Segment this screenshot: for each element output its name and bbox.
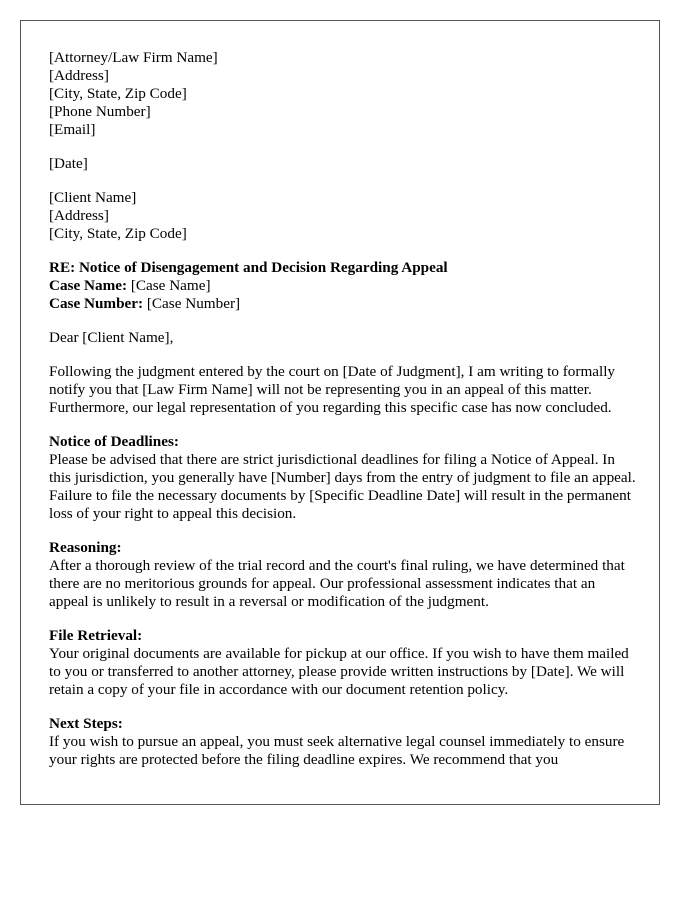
section-body: Your original documents are available for pickup at our office. If you wish to have them mailed to you or transferred to another attorney, please provide written instructions by [Date]. We will retain a copy of your file in accordance with our document retention policy. [49, 645, 629, 698]
section-file-retrieval [49, 627, 637, 699]
letter-content [49, 49, 637, 785]
section-deadlines [49, 433, 637, 523]
case-number-value: [Case Number] [143, 295, 241, 312]
case-name-label: Case Name: [49, 277, 128, 294]
case-name-line [49, 277, 637, 295]
case-number-label: Case Number: [49, 295, 144, 312]
sender-phone: [Phone Number] [49, 103, 151, 120]
sender-city-state-zip: [City, State, Zip Code] [49, 85, 187, 102]
date-block [49, 155, 637, 173]
section-next-steps [49, 715, 637, 769]
letter-page [20, 20, 660, 805]
recipient-city-state-zip: [City, State, Zip Code] [49, 225, 187, 242]
case-name-value: [Case Name] [127, 277, 211, 294]
recipient-address: [Address] [49, 207, 109, 224]
letter-date: [Date] [49, 155, 88, 172]
section-body: After a thorough review of the trial record and the court's final ruling, we have determined that there are no meritorious grounds for appeal. Our professional assessment indicates that an appeal is unlikely to result in a reversal or modification of the judgment. [49, 557, 625, 610]
section-title: File Retrieval: [49, 627, 143, 644]
re-subject: RE: Notice of Disengagement and Decision Regarding Appeal [49, 259, 448, 276]
section-reasoning [49, 539, 637, 611]
intro-paragraph: Following the judgment entered by the court on [Date of Judgment], I am writing to formally notify you that [Law Firm Name] will not be representing you in an appeal of this matter. Furthermore, our legal representation of you regarding this specific case has now concluded. [49, 363, 616, 416]
section-title: Reasoning: [49, 539, 122, 556]
case-number-line [49, 295, 637, 313]
section-title: Next Steps: [49, 715, 123, 732]
section-body: Please be advised that there are strict jurisdictional deadlines for filing a Notice of Appeal. In this jurisdiction, you generally have [Number] days from the entry of judgment to file an appeal. Failure to file the necessary documents by [Specific Deadline Date] will result in the permanent loss of your right to appeal this decision. [49, 451, 636, 522]
salutation: Dear [Client Name], [49, 329, 174, 346]
sender-name: [Attorney/Law Firm Name] [49, 49, 218, 66]
re-block [49, 259, 637, 313]
sender-email: [Email] [49, 121, 96, 138]
recipient-block [49, 189, 637, 243]
sender-block [49, 49, 637, 139]
sender-address: [Address] [49, 67, 109, 84]
recipient-name: [Client Name] [49, 189, 137, 206]
salutation-block [49, 329, 637, 347]
section-title: Notice of Deadlines: [49, 433, 179, 450]
section-body: If you wish to pursue an appeal, you must seek alternative legal counsel immediately to ensure your rights are protected before the filing deadline expires. We recommend that you [49, 733, 625, 768]
